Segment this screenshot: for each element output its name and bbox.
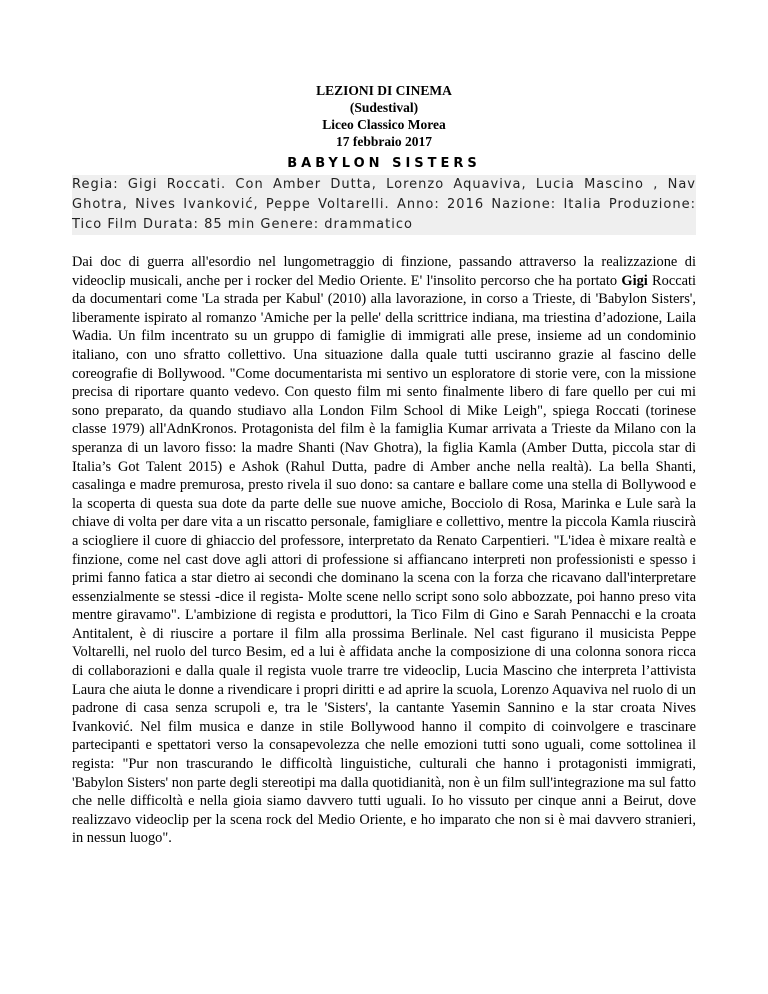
article-body bbox=[72, 253, 696, 848]
film-credits: Regia: Gigi Roccati. Con Amber Dutta, Lorenzo Aquaviva, Lucia Mascino , Nav Ghotra, Nives Ivanković, Peppe Voltarelli. Anno: 2016 Nazione: Italia Produzione: Tico Film Durata: 85 min Genere: drammatico bbox=[72, 175, 696, 235]
event-header bbox=[0, 82, 768, 150]
event-title: LEZIONI DI CINEMA bbox=[316, 83, 452, 98]
event-festival: (Sudestival) bbox=[349, 100, 419, 115]
event-date: 17 febbraio 2017 bbox=[336, 134, 432, 149]
film-title: BABYLON SISTERS bbox=[287, 156, 481, 171]
article-text-part2: Roccati da documentari come 'La strada per Kabul' (2010) alla lavorazione, in corso a Trieste, di 'Babylon Sisters', liberamente ispirato al romanzo 'Amiche per la pelle' della scrittrice indiana, ma triestina d’adozione, Laila Wadia. Un film incentrato su un gruppo di famiglie di immigrati alle prese, insieme ad un condominio italiano, con uno sfratto collettivo. Una situazione dalla quale tutti usciranno grazie al fascino delle coreografie di Bollywood. "Come documentarista mi sentivo un esploratore di storie vere, con la missione precisa di riportare quanto vedevo. Con questo film mi sento finalmente libero di fare quello per cui mi sono preparato, da quando studiavo alla London Film School di Mike Leigh", spiega Roccati (torinese classe 1979) all'AdnKronos. Protagonista del film è la famiglia Kumar arrivata a Trieste da Milano con la speranza di un lavoro fisso: la madre Shanti (Nav Ghotra), la figlia Kamla (Amber Dutta, piccola star di Italia’s Got Talent 2015) e Ashok (Rahul Dutta, padre di Amber anche nella realtà). La bella Shanti, casalinga e madre premurosa, presto rivela il suo dono: sa cantare e ballare come una stella di Bollywood e la scoperta di questa sua dote da parte delle sue nuove amiche, Bocciolo di Rosa, Marinka e Lule sarà la chiave di volta per dare vita a un riscatto personale, famigliare e collettivo, mentre la piccola Kamla riuscirà a sciogliere il cuore di ghiaccio del professore, interpretato da Renato Carpentieri. "L'idea è mixare realtà e finzione, come nel cast dove agli attori di professione si affiancano interpreti non professionisti e spesso i primi fanno fatica a star dietro ai secondi che dominano la scena con la forza che ricavano dall'interpretare essenzialmente se stessi -dice il regista- Molte scene nello script sono solo abbozzate, poi hanno preso vita mentre giravamo". L'ambizione di regista e produttori, la Tico Film di Gino e Sarah Pennacchi e la croata Antitalent, è di riuscire a portare il film alla prossima Berlinale. Nel cast figurano il musicista Peppe Voltarelli, nel ruolo del turco Besim, ed a lui è affidata anche la composizione di una colonna sonora ricca di collaborazioni e dalla quale il regista vuole trarre tre videoclip, Lucia Mascino che interpreta l’attivista Laura che aiuta le donne a rivendicare i propri diritti e ad aprire la scuola, Lorenzo Aquaviva nel ruolo di un padrone di casa senza scrupoli e, tra le 'Sisters', la cantante Yasemin Sannino e la star croata Nives Ivanković. Nel film musica e danze in stile Bollywood hanno il compito di coinvolgere e trascinare partecipanti e spettatori verso la consapevolezza che nelle emozioni tutti sono uguali, come sottolinea il regista: "Pur non trascurando le difficoltà linguistiche, culturali che hanno i protagonisti immigrati, 'Babylon Sisters' non parte degli stereotipi ma dalla quotidianità, non è un film sull'integrazione ma sul fatto che nelle difficoltà e nella gioia siamo davvero tutti uguali. Io ho vissuto per cinque anni a Beirut, dove realizzavo videoclip per la scena rock del Medio Oriente, e ho imparato che non si è mai davvero stranieri, in nessun luogo". bbox=[72, 272, 696, 847]
article-text-part1: Dai doc di guerra all'esordio nel lungometraggio di finzione, passando attraverso la realizzazione di videoclip musicali, anche per i rocker del Medio Oriente. E' l'insolito percorso che ha portato bbox=[72, 254, 696, 289]
event-school: Liceo Classico Morea bbox=[322, 117, 446, 132]
director-name-bold: Gigi bbox=[621, 272, 648, 289]
